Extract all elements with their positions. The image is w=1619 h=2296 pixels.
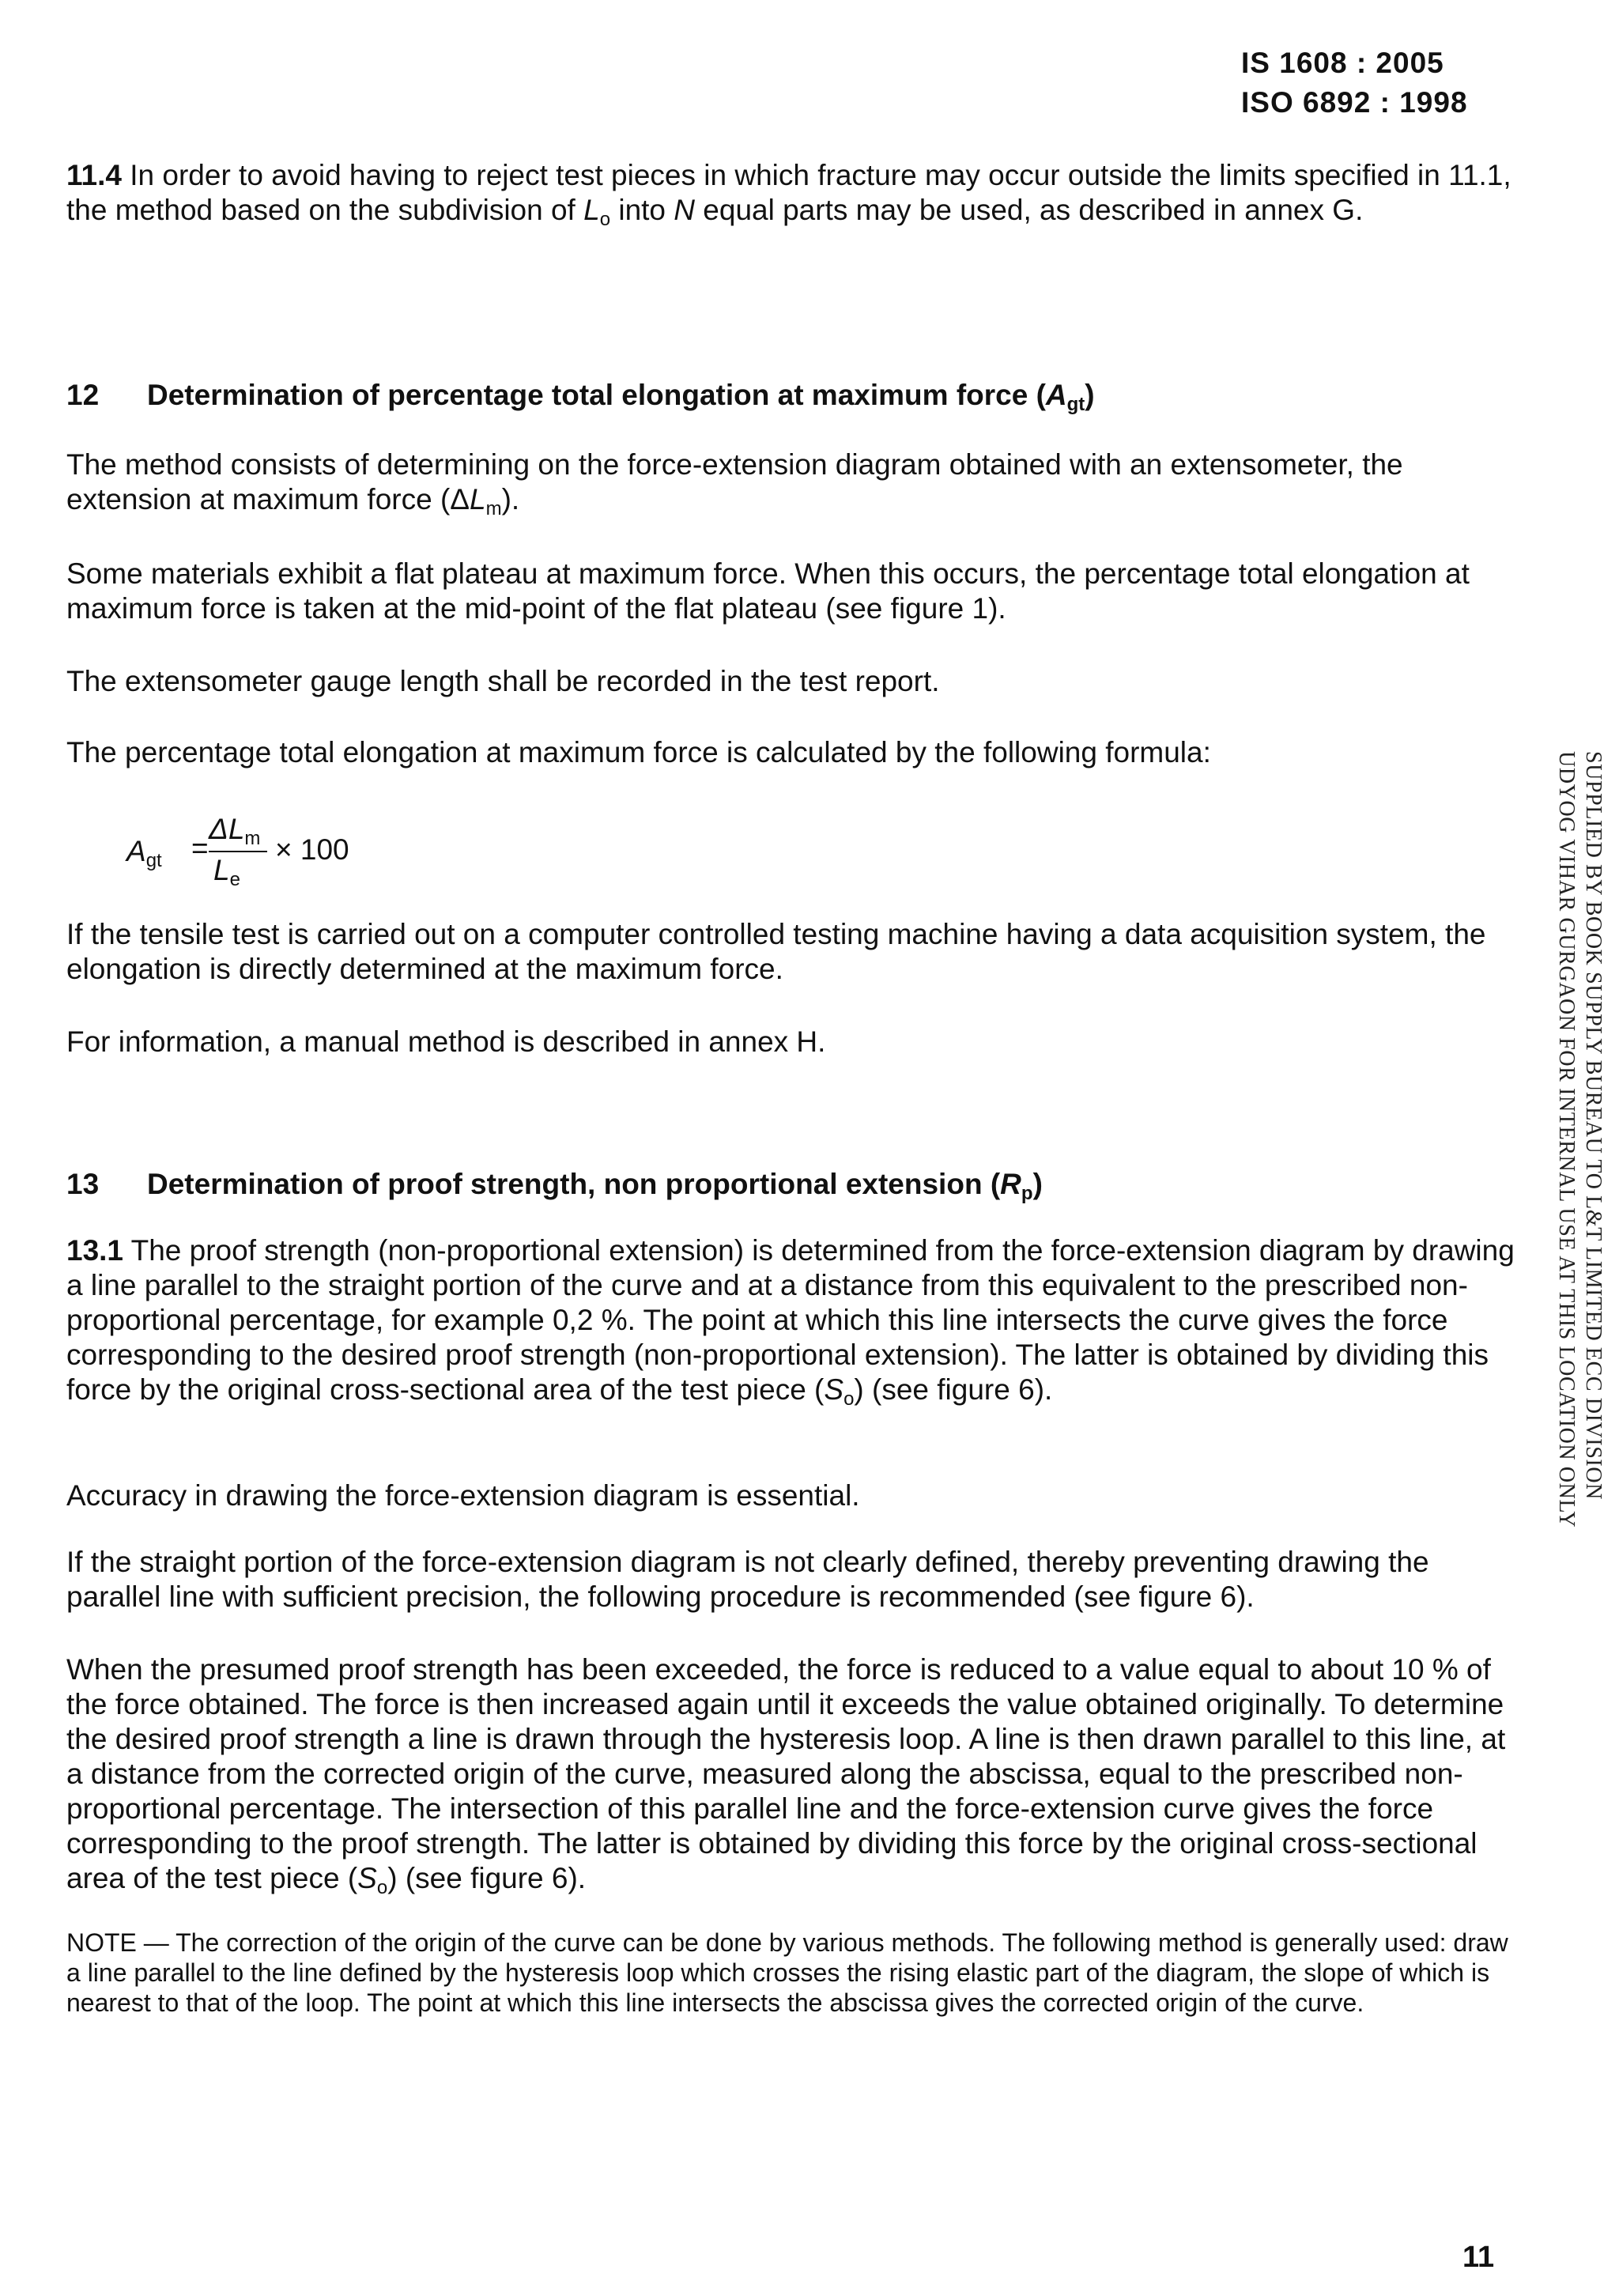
note-text: NOTE — The correction of the origin of the curve can be done by various methods. The following method is generally used: draw a line parallel to the line defined by the hysteresis loop which crosses the rising elastic part of the diagram, the slope of which is nearest to that of the loop. The point at which this line intersects the abscissa gives the corrected origin of the curve. <box>66 1928 1508 2017</box>
subscript: o <box>376 1877 388 1898</box>
text-run: ) <box>1085 379 1095 411</box>
text-run: into <box>610 194 674 226</box>
section-12-p3 <box>66 664 1521 699</box>
subscript: e <box>229 869 240 890</box>
section-12-heading <box>66 378 1521 413</box>
symbol: L <box>213 854 230 886</box>
section-12-p4 <box>66 735 1521 770</box>
note-block <box>66 1928 1521 2018</box>
clause-11-4 <box>66 158 1521 228</box>
section-13-p3 <box>66 1545 1521 1614</box>
subscript: o <box>599 209 611 230</box>
symbol: S <box>357 1862 377 1894</box>
section-12-p2 <box>66 557 1521 626</box>
section-title: Determination of percentage total elongation at maximum force ( <box>147 379 1046 411</box>
subscript: o <box>843 1388 855 1410</box>
section-12-p1 <box>66 447 1521 517</box>
section-12-p6 <box>66 1025 1521 1059</box>
standard-header <box>1241 43 1468 123</box>
text-run: In order to avoid having to reject test pieces in which fracture may occur outside the limits specified in 11.1, the method based on the subdivision of <box>66 159 1511 226</box>
supply-stamp <box>1535 751 1606 1542</box>
text-run: The method consists of determining on the force-extension diagram obtained with an extensometer, the extension at maximum force (Δ <box>66 448 1403 515</box>
fraction-bar <box>209 851 267 852</box>
symbol: L <box>470 483 486 515</box>
stamp-line-2: UDYOG VIHAR GURGAON FOR INTERNAL USE AT THIS LOCATION ONLY <box>1554 751 1579 1528</box>
text-run: ) (see figure 6). <box>854 1373 1053 1406</box>
text-run: ) (see figure 6). <box>387 1862 587 1894</box>
clause-13-1 <box>66 1233 1521 1410</box>
symbol: S <box>824 1373 844 1406</box>
clause-number: 11.4 <box>66 159 122 191</box>
formula-numerator <box>209 813 261 849</box>
text-run: When the presumed proof strength has been exceeded, the force is reduced to a value equal to about 10 % of the force obtained. The force is then increased again until it exceeds the value obtained originally. To determine the desired proof strength a line is drawn through the hysteresis loop. A line is then drawn parallel to this line, at a distance from the corrected origin of the curve, measured along the abscissa, equal to the prescribed non-proportional percentage. The intersection of this parallel line and the force-extension curve gives the force corresponding to the proof strength. The latter is obtained by dividing this force by the original cross-sectional area of the test piece ( <box>66 1653 1506 1894</box>
paragraph: Some materials exhibit a flat plateau at maximum force. When this occurs, the percentage total elongation at maximum force is taken at the mid-point of the flat plateau (see figure 1). <box>66 557 1470 625</box>
symbol: A <box>1045 379 1067 411</box>
symbol: ΔL <box>209 813 245 845</box>
subscript: m <box>485 498 502 519</box>
subscript: gt <box>145 850 162 871</box>
header-iso-number: ISO 6892 : 1998 <box>1241 86 1468 119</box>
paragraph: Accuracy in drawing the force-extension diagram is essential. <box>66 1479 860 1512</box>
section-title: Determination of proof strength, non proportional extension ( <box>147 1168 1001 1200</box>
clause-number: 13.1 <box>66 1234 124 1267</box>
text-run: ) <box>1032 1168 1043 1200</box>
header-is-number: IS 1608 : 2005 <box>1241 47 1444 79</box>
agt-formula <box>126 813 443 900</box>
section-13-heading <box>66 1167 1521 1202</box>
paragraph: The extensometer gauge length shall be recorded in the test report. <box>66 665 940 697</box>
formula-equals: = <box>191 832 209 864</box>
symbol: L <box>583 194 600 226</box>
formula-multiplier: × 100 <box>275 833 349 866</box>
page-number: 11 <box>1462 2241 1495 2274</box>
paragraph: If the straight portion of the force-extension diagram is not clearly defined, thereby preventing drawing the parallel line with sufficient precision, the following procedure is recommended (see figure 6). <box>66 1546 1429 1613</box>
symbol: R <box>1000 1168 1021 1200</box>
formula-denominator <box>213 854 240 890</box>
paragraph: The percentage total elongation at maximum force is calculated by the following formula: <box>66 736 1211 768</box>
section-number: 13 <box>66 1168 100 1200</box>
section-13-p4 <box>66 1652 1521 1896</box>
subscript: m <box>244 828 261 849</box>
symbol: N <box>674 194 696 226</box>
section-number: 12 <box>66 379 100 411</box>
section-12-p5 <box>66 917 1521 987</box>
subscript: gt <box>1066 394 1085 415</box>
text-run: The proof strength (non-proportional extension) is determined from the force-extension diagram by drawing a line parallel to the straight portion of the curve and at a distance from this equivalent to the prescribed non-proportional percentage, for example 0,2 %. The point at which this line intersects the curve gives the force corresponding to the desired proof strength (non-proportional extension). The latter is obtained by dividing this force by the original cross-sectional area of the test piece ( <box>66 1234 1515 1406</box>
paragraph: For information, a manual method is described in annex H. <box>66 1025 826 1058</box>
symbol: A <box>126 835 146 867</box>
subscript: p <box>1021 1183 1033 1204</box>
clause-11-4-text <box>66 158 1521 228</box>
section-13-p2 <box>66 1478 1521 1513</box>
paragraph: If the tensile test is carried out on a computer controlled testing machine having a data acquisition system, the elongation is directly determined at the maximum force. <box>66 918 1486 985</box>
formula-lhs <box>126 835 162 871</box>
text-run: ). <box>501 483 520 515</box>
text-run: equal parts may be used, as described in annex G. <box>695 194 1364 226</box>
stamp-line-1: SUPPLIED BY BOOK SUPPLY BUREAU TO L&T LIMITED ECC DIVISION <box>1581 751 1606 1500</box>
